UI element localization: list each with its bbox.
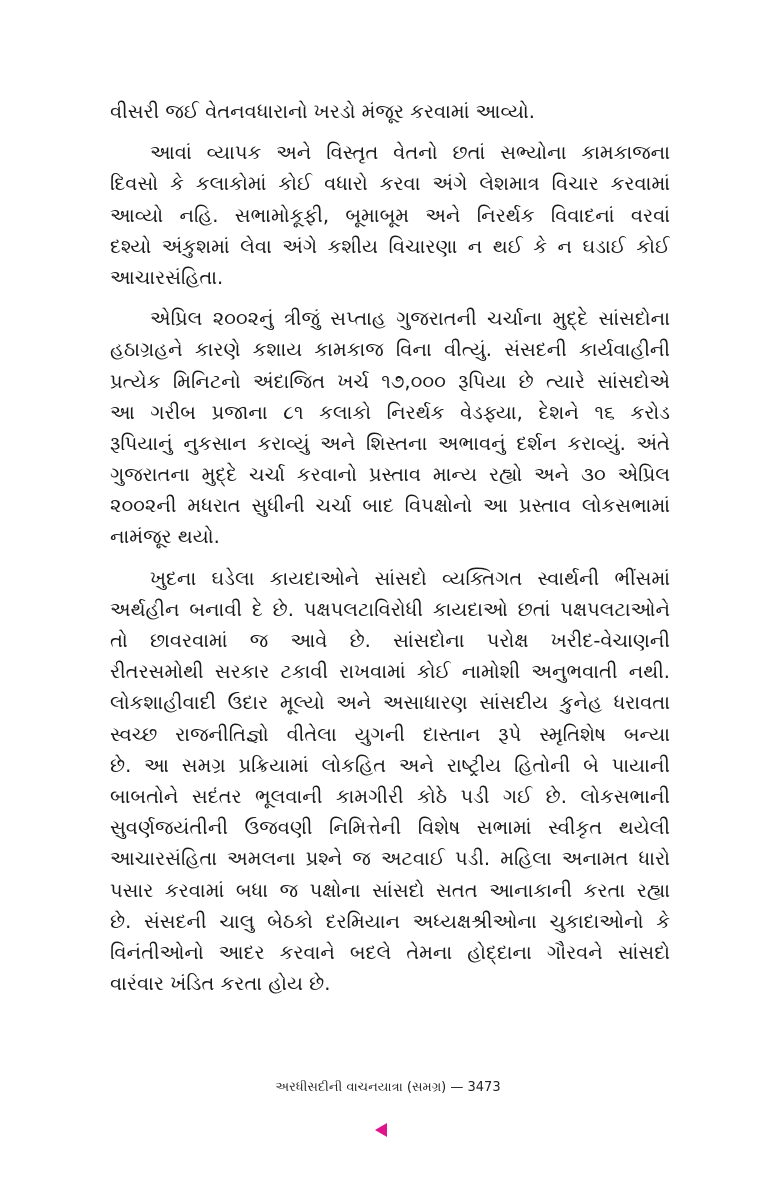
text-line: પ્રત્યેક મિનિટનો અંદાજિત ખર્ચ ૧૭,૦૦૦ રૂપિયા છે ત્યારે સાંસદોએ bbox=[110, 369, 670, 393]
text-line: દશ્યો અંકુશમાં લેવા અંગે કશીય વિચારણા ન થઈ કે ન ઘડાઈ કોઈ bbox=[110, 234, 670, 258]
text-line: આચારસંહિતા. bbox=[110, 265, 224, 289]
paragraph bbox=[110, 303, 670, 553]
text-line: પસાર કરવામાં બધા જ પક્ષોના સાંસદો સતત આનાકાની કરતા રહ્યા bbox=[110, 878, 670, 902]
text-line: નામંજૂર થયો. bbox=[110, 525, 220, 549]
text-line: ગુજરાતના મુદ્દે ચર્ચા કરવાનો પ્રસ્તાવ માન્ય રહ્યો અને ૩૦ એપ્રિલ bbox=[110, 463, 670, 487]
paragraph-gap bbox=[110, 553, 670, 563]
text-line: સુવર્ણજયંતીની ઉજવણી નિમિત્તેની વિશેષ સભામાં સ્વીકૃત થયેલી bbox=[110, 816, 670, 840]
text-line: વીસરી જઈ વેતનવધારાનો ખરડો મંજૂર કરવામાં આવ્યો. bbox=[110, 100, 536, 123]
text-line: તો છાવરવામાં જ આવે છે. સાંસદોના પરોક્ષ ખરીદ-વેચાણની bbox=[110, 629, 670, 652]
paragraph-gap bbox=[110, 293, 670, 303]
text-line: લોકશાહીવાદી ઉદાર મૂલ્યો અને અસાધારણ સાંસદીય કુનેહ ધરાવતા bbox=[110, 691, 670, 715]
paragraph-gap bbox=[110, 127, 670, 137]
text-line: હઠાગ્રહને કારણે કશાય કામકાજ વિના વીત્યું. સંસદની કાર્યવાહીની bbox=[110, 338, 670, 362]
page-footer: અરધીસદીની વાચનયાત્રા (સમગ્ર) — 3473 bbox=[275, 1080, 501, 1095]
text-line: વિનંતીઓનો આદર કરવાને બદલે તેમના હોદ્દાના ગૌરવને સાંસદો bbox=[110, 940, 670, 964]
text-line: છે. સંસદની ચાલુ બેઠકો દરમિયાન અધ્યક્ષશ્રીઓના ચુકાદાઓનો કે bbox=[110, 909, 670, 933]
text-line: આચારસંહિતા અમલના પ્રશ્ને જ અટવાઈ પડી. મહિલા અનામત ધારો bbox=[110, 847, 670, 871]
text-line: બાબતોને સદંતર ભૂલવાની કામગીરી કોઠે પડી ગઈ છે. લોકસભાની bbox=[110, 784, 670, 808]
text-line: આ ગરીબ પ્રજાના ૮૧ કલાકો નિરર્થક વેડફ્યા, દેશને ૧૬ કરોડ bbox=[110, 400, 670, 424]
paragraph bbox=[110, 563, 670, 1000]
text-line: અર્થહીન બનાવી દે છે. પક્ષપલટાવિરોધી કાયદાઓ છતાં પક્ષપલટાઓને bbox=[110, 597, 670, 621]
text-line: આવ્યો નહિ. સભામોકૂફી, બૂમાબૂમ અને નિરર્થક વિવાદનાં વરવાં bbox=[110, 203, 670, 227]
text-line: વારંવાર ખંડિત કરતા હોય છે. bbox=[110, 972, 331, 996]
text-line: દિવસો કે કલાકોમાં કોઈ વધારો કરવા અંગે લેશમાત્ર વિચાર કરવામાં bbox=[110, 172, 670, 196]
paragraph bbox=[110, 137, 670, 293]
text-line: છે. આ સમગ્ર પ્રક્રિયામાં લોકહિત અને રાષ્ટ્રીય હિતોની બે પાયાની bbox=[110, 753, 670, 777]
text-line: રૂપિયાનું નુકસાન કરાવ્યું અને શિસ્તના અભાવનું દર્શન કરાવ્યું. અંતે bbox=[110, 431, 670, 455]
text-line: સ્વચ્છ રાજનીતિજ્ઞો વીતેલા યુગની દાસ્તાન રૂપે સ્મૃતિશેષ બન્યા bbox=[110, 722, 670, 746]
text-line: આવાં વ્યાપક અને વિસ્તૃત વેતનો છતાં સભ્યોના કામકાજના bbox=[150, 141, 670, 165]
paragraph bbox=[110, 96, 670, 127]
previous-page-arrow-icon[interactable] bbox=[375, 1123, 387, 1137]
page-body bbox=[110, 96, 670, 999]
text-line: એપ્રિલ ૨૦૦૨નું ત્રીજું સપ્તાહ ગુજરાતની ચર્ચાના મુદ્દે સાંસદોના bbox=[150, 307, 670, 331]
text-line: ખુદના ઘડેલા કાયદાઓને સાંસદો વ્યક્તિગત સ્વાર્થની ભીંસમાં bbox=[150, 566, 670, 590]
text-line: ૨૦૦૨ની મધરાત સુધીની ચર્ચા બાદ વિપક્ષોનો આ પ્રસ્તાવ લોકસભામાં bbox=[110, 494, 670, 518]
text-line: રીતરસમોથી સરકાર ટકાવી રાખવામાં કોઈ નામોશી અનુભવાતી નથી. bbox=[110, 660, 670, 684]
